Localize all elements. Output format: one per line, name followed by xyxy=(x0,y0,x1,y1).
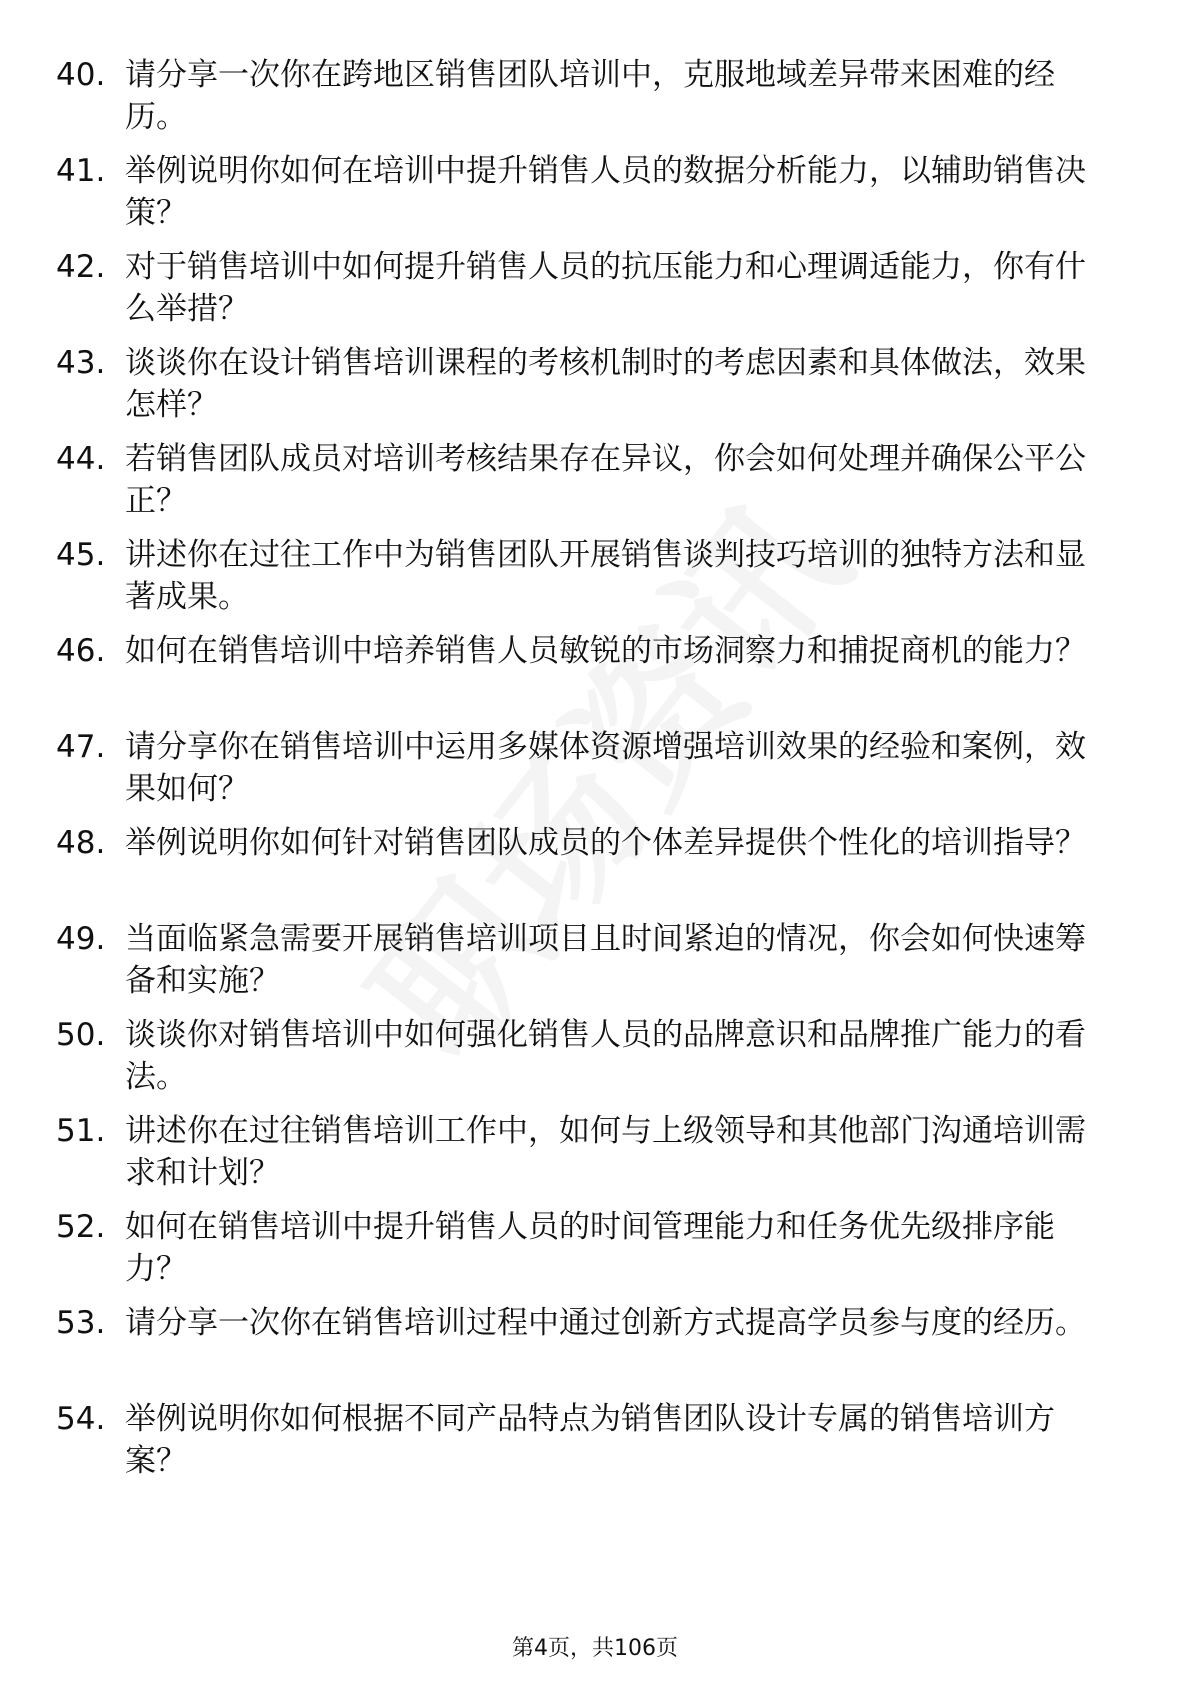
question-number: 47. xyxy=(56,729,106,765)
question-item xyxy=(56,150,1112,234)
question-number: 48. xyxy=(56,825,106,861)
question-number: 51. xyxy=(56,1113,106,1149)
question-item xyxy=(56,1398,1112,1482)
question-item xyxy=(56,1110,1112,1194)
question-item xyxy=(56,1014,1112,1098)
question-item xyxy=(56,438,1112,522)
question-item xyxy=(56,1302,1112,1386)
question-text: 谈谈你对销售培训中如何强化销售人员的品牌意识和品牌推广能力的看法。 xyxy=(125,1017,1086,1095)
question-item xyxy=(56,342,1112,426)
question-text: 当面临紧急需要开展销售培训项目且时间紧迫的情况，你会如何快速筹备和实施？ xyxy=(125,921,1086,999)
page-footer: 第4页，共106页 xyxy=(512,1636,678,1661)
question-text: 举例说明你如何针对销售团队成员的个体差异提供个性化的培训指导？ xyxy=(125,825,1086,861)
question-number: 50. xyxy=(56,1017,106,1053)
question-number: 52. xyxy=(56,1209,106,1245)
question-item xyxy=(56,1206,1112,1290)
question-number: 41. xyxy=(56,153,106,189)
question-number: 53. xyxy=(56,1305,106,1341)
question-item xyxy=(56,246,1112,330)
question-text: 对于销售培训中如何提升销售人员的抗压能力和心理调适能力，你有什么举措？ xyxy=(125,249,1086,327)
question-number: 42. xyxy=(56,249,106,285)
question-number: 45. xyxy=(56,537,106,573)
question-text: 请分享一次你在跨地区销售团队培训中，克服地域差异带来困难的经历。 xyxy=(125,57,1055,135)
question-number: 40. xyxy=(56,57,106,93)
question-text: 若销售团队成员对培训考核结果存在异议，你会如何处理并确保公平公正？ xyxy=(125,441,1086,519)
question-text: 请分享你在销售培训中运用多媒体资源增强培训效果的经验和案例，效果如何？ xyxy=(125,729,1086,807)
question-text: 如何在销售培训中提升销售人员的时间管理能力和任务优先级排序能力？ xyxy=(125,1209,1055,1287)
question-text: 讲述你在过往工作中为销售团队开展销售谈判技巧培训的独特方法和显著成果。 xyxy=(125,537,1086,615)
question-number: 46. xyxy=(56,633,106,669)
question-text: 举例说明你如何在培训中提升销售人员的数据分析能力，以辅助销售决策？ xyxy=(125,153,1086,231)
question-list xyxy=(56,54,1112,1494)
question-item xyxy=(56,918,1112,1002)
question-number: 54. xyxy=(56,1401,106,1437)
question-item xyxy=(56,54,1112,138)
question-text: 如何在销售培训中培养销售人员敏锐的市场洞察力和捕捉商机的能力？ xyxy=(125,633,1086,669)
question-number: 44. xyxy=(56,441,106,477)
question-item xyxy=(56,630,1112,714)
question-number: 43. xyxy=(56,345,106,381)
question-text: 请分享一次你在销售培训过程中通过创新方式提高学员参与度的经历。 xyxy=(125,1305,1086,1341)
question-text: 谈谈你在设计销售培训课程的考核机制时的考虑因素和具体做法，效果怎样？ xyxy=(125,345,1086,423)
question-number: 49. xyxy=(56,921,106,957)
question-text: 讲述你在过往销售培训工作中，如何与上级领导和其他部门沟通培训需求和计划？ xyxy=(125,1113,1086,1191)
question-item xyxy=(56,534,1112,618)
question-item xyxy=(56,822,1112,906)
question-item xyxy=(56,726,1112,810)
question-text: 举例说明你如何根据不同产品特点为销售团队设计专属的销售培训方案？ xyxy=(125,1401,1055,1479)
